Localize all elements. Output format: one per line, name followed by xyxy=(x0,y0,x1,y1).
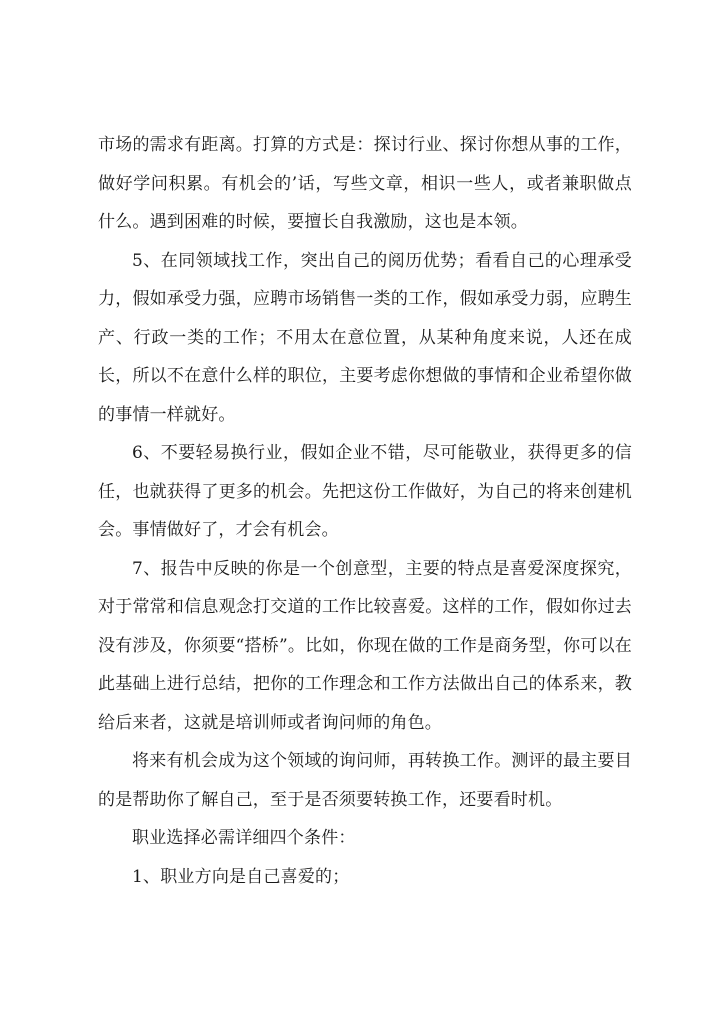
paragraph-point-6: 6、不要轻易换行业，假如企业不错，尽可能敬业，获得更多的信任，也就获得了更多的机会。先把这份工作做好，为自己的将来创建机会。事情做好了，才会有机会。 xyxy=(98,443,632,540)
paragraph-four-conditions: 职业选择必需详细四个条件： xyxy=(132,828,356,848)
paragraph-condition-1: 1、职业方向是自己喜爱的； xyxy=(132,866,350,887)
paragraph-point-5: 5、在同领域找工作，突出自己的阅历优势；看看自己的心理承受力，假如承受力强，应聘市场销售一类的工作，假如承受力弱，应聘生产、行政一类的工作；不用太在意位置，从某种角度来说，人还在成长，所以不在意什么样的职位，主要考虑你想做的事情和企业希望你做的事情一样就好。 xyxy=(98,250,632,425)
document-body xyxy=(98,126,632,896)
paragraph-point-7: 7、报告中反映的你是一个创意型，主要的特点是喜爱深度探究，对于常常和信息观念打交道的工作比较喜爱。这样的工作，假如你过去没有涉及，你须要“搭桥”。比如，你现在做的工作是商务型，你可以在此基础上进行总结，把你的工作理念和工作方法做出自己的体系来，教给后来者，这就是培训师或者询问师的角色。 xyxy=(98,558,632,733)
paragraph-future-consultant: 将来有机会成为这个领域的询问师，再转换工作。测评的最主要目的是帮助你了解自己，至于是否须要转换工作，还要看时机。 xyxy=(98,751,632,810)
paragraph-continued-market: 市场的需求有距离。打算的方式是：探讨行业、探讨你想从事的工作，做好学问积累。有机会的’话，写些文章，相识一些人，或者兼职做点什么。遇到困难的时候，要擅长自我激励，这也是本领。 xyxy=(98,135,632,232)
